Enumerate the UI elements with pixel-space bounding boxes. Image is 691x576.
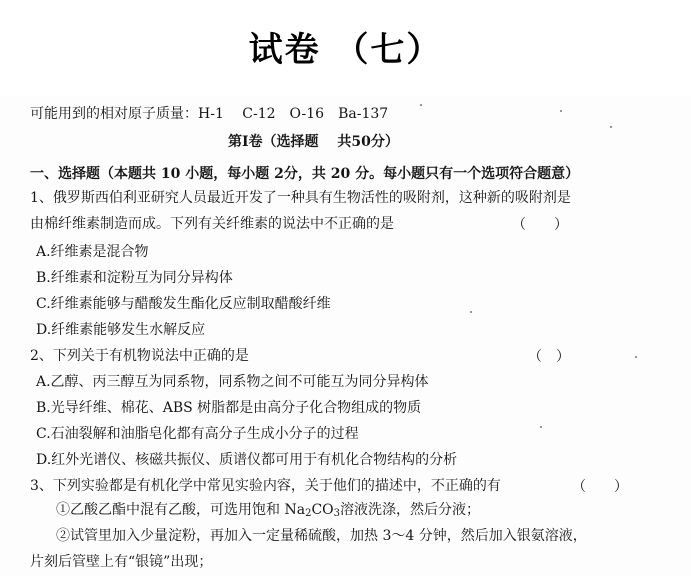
q3-item-2-line2: 片刻后管壁上有“银镜”出现；: [30, 554, 213, 570]
q1-stem-line2: 由棉纤维素制造而成。下列有关纤维素的说法中不正确的是: [30, 216, 394, 232]
q1-stem-line1: 1、俄罗斯西伯利亚研究人员最近开发了一种具有生物活性的吸附剂，这种新的吸附剂是: [30, 190, 571, 206]
scan-speck: [635, 356, 637, 358]
formula-na: Na: [284, 502, 306, 518]
q1-option-c: C.纤维素能够与醋酸发生酯化反应制取醋酸纤维: [36, 296, 331, 312]
formula-sub-2: 2: [305, 508, 312, 519]
q2-option-c: C.石油裂解和油脂皂化都有高分子生成小分子的过程: [36, 426, 359, 442]
formula-co: CO: [311, 502, 334, 518]
scan-speck: [420, 104, 422, 106]
q2-option-d: D.红外光谱仪、核磁共振仪、质谱仪都可用于有机化合物结构的分析: [36, 452, 458, 468]
formula-sub-3: 3: [333, 508, 341, 519]
q3-item-1: [56, 500, 480, 524]
q1-option-b: B.纤维素和淀粉互为同分异构体: [36, 270, 233, 286]
q3-stem: 3、下列实验都是有机化学中常见实验内容，关于他们的描述中，不正确的有: [30, 478, 501, 494]
q3-item1-suffix: 溶液洗涤，然后分液；: [340, 502, 481, 518]
scan-speck: [540, 426, 542, 428]
q2-option-b: B.光导纤维、棉花、ABS 树脂都是由高分子化合物组成的物质: [36, 400, 422, 416]
section-instructions: 一、选择题（本题共 10 小题，每小题 2分，共 20 分。每小题只有一个选项符合题意）: [30, 166, 580, 182]
scan-speck: [470, 311, 472, 313]
q1-option-a: A.纤维素是混合物: [36, 244, 149, 260]
q1-answer-paren: （ ）: [512, 217, 568, 233]
page-title: 试卷 （七）: [248, 30, 443, 70]
q1-option-d: D.纤维素能够发生水解反应: [36, 322, 206, 338]
q3-answer-paren: （ ）: [572, 479, 628, 495]
scan-speck: [610, 126, 612, 128]
section-heading: 第Ⅰ卷（选择题 共50分）: [228, 134, 399, 150]
atomic-mass-line: 可能用到的相对原子质量：H-1 C-12 O-16 Ba-137: [30, 106, 389, 122]
q2-answer-paren: （ ）: [528, 349, 570, 365]
scan-speck: [560, 110, 562, 112]
q2-stem: 2、下列关于有机物说法中正确的是: [30, 348, 249, 364]
q2-option-a: A.乙醇、丙三醇互为同系物，同系物之间不可能互为同分异构体: [36, 374, 429, 390]
q3-item-2-line1: ②试管里加入少量淀粉，再加入一定量稀硫酸，加热 3～4 分钟，然后加入银氨溶液，: [56, 528, 587, 544]
q3-item1-prefix: ①乙酸乙酯中混有乙酸，可选用饱和: [56, 502, 285, 518]
